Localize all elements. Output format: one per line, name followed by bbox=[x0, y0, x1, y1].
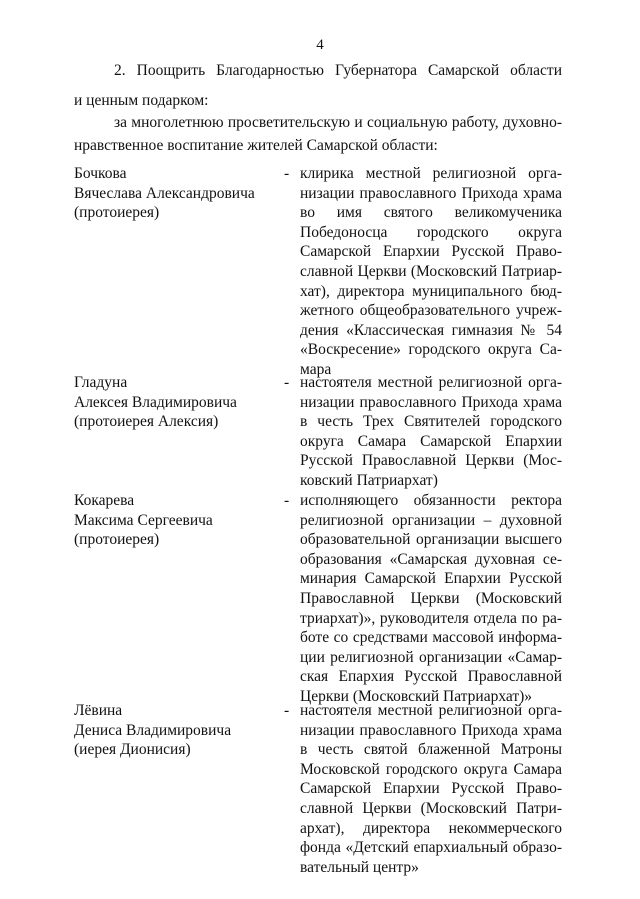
intro-paragraph-line-4: нравственное воспитание жителей Самарской области: bbox=[74, 137, 438, 154]
awardee-surname: Кокарева bbox=[74, 492, 135, 509]
awardee-surname: Лёвина bbox=[74, 702, 123, 719]
description-line: славной Церкви (Московский Патри- bbox=[300, 799, 562, 817]
description-line: боте со средствами массовой информа- bbox=[300, 629, 562, 647]
description-line: Русской Православной Церкви (Мос- bbox=[300, 452, 562, 470]
page-number: 4 bbox=[316, 37, 324, 53]
description-line: низации православного Прихода храма bbox=[300, 393, 562, 411]
entry-dash: - bbox=[284, 702, 290, 719]
description-line: ции религиозной организации «Самар- bbox=[300, 648, 562, 666]
description-line: дения «Классическая гимназия № 54 bbox=[300, 321, 562, 339]
description-line: религиозной организации – духовной bbox=[300, 511, 562, 529]
description-line: настоятеля местной религиозной орга- bbox=[300, 702, 562, 719]
description-line: в честь святой блаженной Матроны bbox=[300, 741, 562, 759]
awardee-name-block bbox=[74, 491, 274, 550]
description-line: в честь Трех Святителей городского bbox=[300, 413, 562, 431]
intro-paragraph-line-2: и ценным подарком: bbox=[74, 92, 209, 109]
description-line: исполняющего обязанности ректора bbox=[300, 492, 562, 509]
description-line: хат), директора муниципального бюд- bbox=[300, 282, 562, 300]
description-line: образовательной организации высшего bbox=[300, 531, 562, 549]
awardee-surname: Бочкова bbox=[74, 165, 127, 182]
description-line: ская Епархия Русской Православной bbox=[300, 668, 562, 686]
awardee-description bbox=[300, 491, 562, 707]
awardee-name-block bbox=[74, 164, 274, 223]
description-line: Самарской Епархии Русской Право- bbox=[300, 780, 562, 798]
awardee-clerical-title: (протоиерея) bbox=[74, 204, 160, 222]
intro-paragraph-line-1: 2. Поощрить Благодарностью Губернатора Самарской области bbox=[114, 62, 562, 79]
description-line: образования «Самарская духовная се- bbox=[300, 550, 562, 568]
description-line: настоятеля местной религиозной орга- bbox=[300, 374, 562, 391]
description-line: клирика местной религиозной орга- bbox=[300, 165, 562, 182]
entry-dash: - bbox=[284, 165, 290, 182]
awardee-given-name: Алексея Владимировича bbox=[74, 393, 237, 411]
entry-dash: - bbox=[284, 492, 290, 509]
awardee-clerical-title: (протоиерея Алексия) bbox=[74, 413, 219, 431]
description-line: во имя святого великомученика bbox=[300, 204, 562, 222]
awardee-description bbox=[300, 701, 562, 877]
description-line: мара bbox=[300, 360, 332, 378]
description-line: Православной Церкви (Московский bbox=[300, 589, 562, 607]
awardee-given-name: Максима Сергеевича bbox=[74, 511, 213, 529]
awardee-given-name: Дениса Владимировича bbox=[74, 721, 232, 739]
awardee-name-block bbox=[74, 701, 274, 760]
description-line: низации православного Прихода храма bbox=[300, 721, 562, 739]
description-line: Церкви (Московский Патриархат)» bbox=[300, 687, 533, 705]
description-line: ковский Патриархат) bbox=[300, 471, 438, 489]
awardee-clerical-title: (иерея Дионисия) bbox=[74, 741, 191, 759]
description-line: Самарской Епархии Русской Право- bbox=[300, 243, 562, 261]
awardee-clerical-title: (протоиерея) bbox=[74, 531, 160, 549]
description-line: фонда «Детский епархиальный образо- bbox=[300, 839, 562, 857]
awardee-given-name: Вячеслава Александровича bbox=[74, 184, 255, 202]
description-line: минария Самарской Епархии Русской bbox=[300, 570, 562, 588]
description-line: архат), директора некоммерческого bbox=[300, 819, 562, 837]
awardee-name-block bbox=[74, 373, 274, 432]
description-line: Победоносца городского округа bbox=[300, 223, 562, 241]
description-line: славной Церкви (Московский Патриар- bbox=[300, 262, 562, 280]
description-line: триархат)», руководителя отдела по ра- bbox=[300, 609, 562, 627]
description-line: низации православного Прихода храма bbox=[300, 184, 562, 202]
awardee-surname: Гладуна bbox=[74, 374, 128, 391]
awardee-description bbox=[300, 164, 562, 380]
description-line: Московской городского округа Самара bbox=[300, 760, 562, 778]
entry-dash: - bbox=[284, 374, 290, 391]
description-line: округа Самара Самарской Епархии bbox=[300, 432, 562, 450]
description-line: «Воскресение» городского округа Са- bbox=[300, 341, 562, 359]
awardee-description bbox=[300, 373, 562, 491]
intro-paragraph-line-3: за многолетнюю просветительскую и социальную работу, духовно- bbox=[114, 114, 562, 131]
description-line: жетного общеобразовательного учреж- bbox=[300, 302, 562, 320]
description-line: вательный центр» bbox=[300, 858, 419, 876]
